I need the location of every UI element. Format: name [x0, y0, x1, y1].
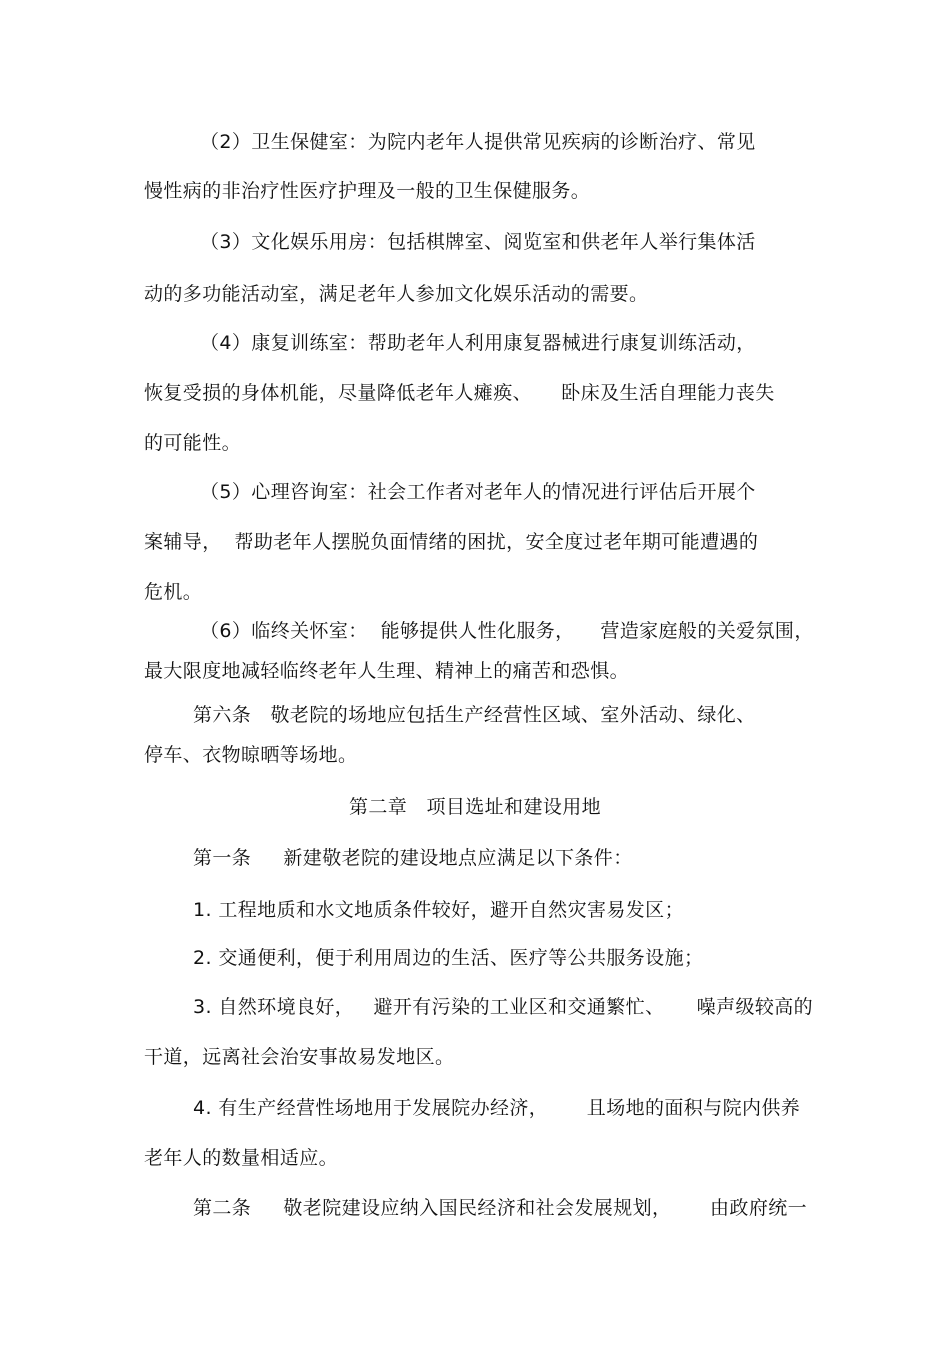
paragraph-line: （5）心理咨询室：社会工作者对老年人的情况进行评估后开展个 [200, 481, 756, 503]
paragraph-line: 2. 交通便利，便于利用周边的生活、医疗等公共服务设施； [193, 947, 704, 969]
paragraph-line: （2）卫生保健室：为院内老年人提供常见疾病的诊断治疗、常见 [200, 131, 756, 153]
paragraph-line: 1. 工程地质和水文地质条件较好，避开自然灾害易发区； [193, 899, 684, 921]
paragraph-line: 动的多功能活动室，满足老年人参加文化娱乐活动的需要。 [144, 283, 649, 305]
paragraph-line: （3）文化娱乐用房：包括棋牌室、阅览室和供老年人举行集体活 [200, 231, 756, 253]
paragraph-line: 停车、衣物晾晒等场地。 [144, 744, 358, 766]
paragraph-line: 老年人的数量相适应。 [144, 1147, 339, 1169]
paragraph-line: 危机。 [144, 581, 203, 603]
paragraph-line: 恢复受损的身体机能，尽量降低老年人瘫痪、 卧床及生活自理能力丧失 [144, 382, 775, 404]
paragraph-line: 的可能性。 [144, 432, 242, 454]
paragraph-line: 第一条 新建敬老院的建设地点应满足以下条件： [193, 847, 633, 869]
paragraph-line: 慢性病的非治疗性医疗护理及一般的卫生保健服务。 [144, 180, 591, 202]
paragraph-line: 干道，远离社会治安事故易发地区。 [144, 1046, 455, 1068]
paragraph-line: 第二条 敬老院建设应纳入国民经济和社会发展规划， 由政府统一 [193, 1197, 808, 1219]
paragraph-line: （4）康复训练室：帮助老年人利用康复器械进行康复训练活动， [200, 332, 756, 354]
paragraph-line: 第六条 敬老院的场地应包括生产经营性区域、室外活动、绿化、 [193, 704, 756, 726]
paragraph-line: 4. 有生产经营性场地用于发展院办经济， 且场地的面积与院内供养 [193, 1097, 801, 1119]
paragraph-line: （6）临终关怀室： 能够提供人性化服务， 营造家庭般的关爱氛围， [200, 620, 814, 642]
paragraph-line: 最大限度地减轻临终老年人生理、精神上的痛苦和恐惧。 [144, 660, 630, 682]
paragraph-line: 3. 自然环境良好， 避开有污染的工业区和交通繁忙、 噪声级较高的 [193, 996, 814, 1018]
paragraph-line: 案辅导， 帮助老年人摆脱负面情绪的困扰，安全度过老年期可能遭遇的 [144, 531, 759, 553]
chapter-heading: 第二章 项目选址和建设用地 [348, 796, 602, 818]
